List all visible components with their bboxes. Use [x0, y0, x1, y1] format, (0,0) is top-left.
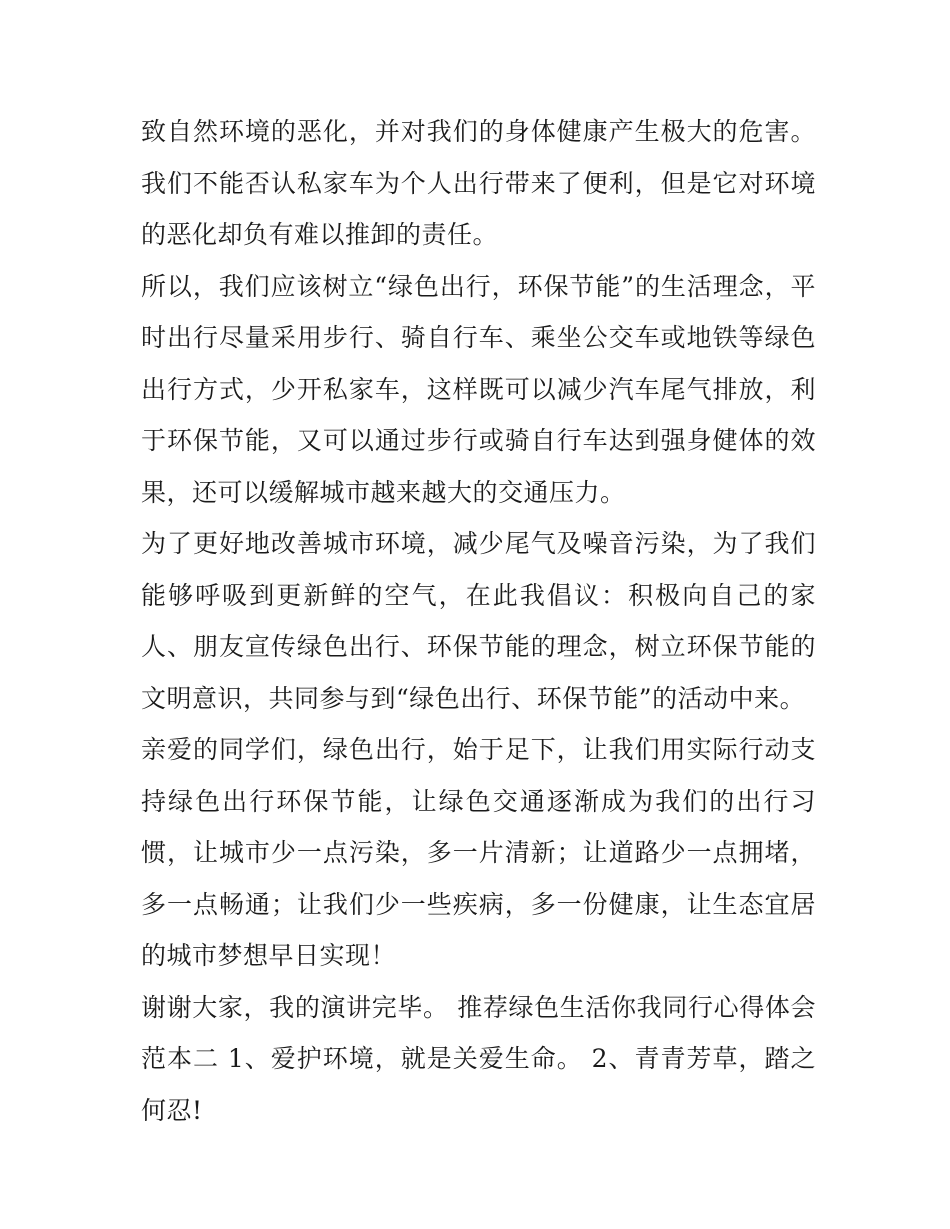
document-body — [141, 106, 816, 1136]
paragraph-closing-and-slogans: 谢谢大家，我的演讲完毕。 推荐绿色生活你我同行心得体会范本二 1、爱护环境，就是关爱生命。 2、青青芳草，踏之何忍! — [141, 992, 816, 1125]
paragraph-call-to-students: 亲爱的同学们，绿色出行，始于足下，让我们用实际行动支持绿色出行环保节能，让绿色交通逐渐成为我们的出行习惯，让城市少一点污染，多一片清新；让道路少一点拥堵，多一点畅通；让我们少一些疾病，多一份健康，让生态宜居的城市梦想早日实现！ — [141, 735, 816, 970]
paragraph-initiative: 为了更好地改善城市环境，减少尾气及噪音污染，为了我们能够呼吸到更新鲜的空气，在此我倡议：积极向自己的家人、朋友宣传绿色出行、环保节能的理念，树立环保节能的文明意识，共同参与到“绿色出行、环保节能”的活动中来。 — [141, 529, 816, 713]
paragraph-environment-harm: 致自然环境的恶化，并对我们的身体健康产生极大的危害。我们不能否认私家车为个人出行带来了便利，但是它对环境的恶化却负有难以推卸的责任。 — [141, 117, 816, 249]
paragraph-green-travel-concept: 所以，我们应该树立“绿色出行，环保节能”的生活理念，平时出行尽量采用步行、骑自行车、乘坐公交车或地铁等绿色出行方式，少开私家车，这样既可以减少汽车尾气排放，利于环保节能，又可以通过步行或骑自行车达到强身健体的效果，还可以缓解城市越来越大的交通压力。 — [141, 271, 816, 507]
